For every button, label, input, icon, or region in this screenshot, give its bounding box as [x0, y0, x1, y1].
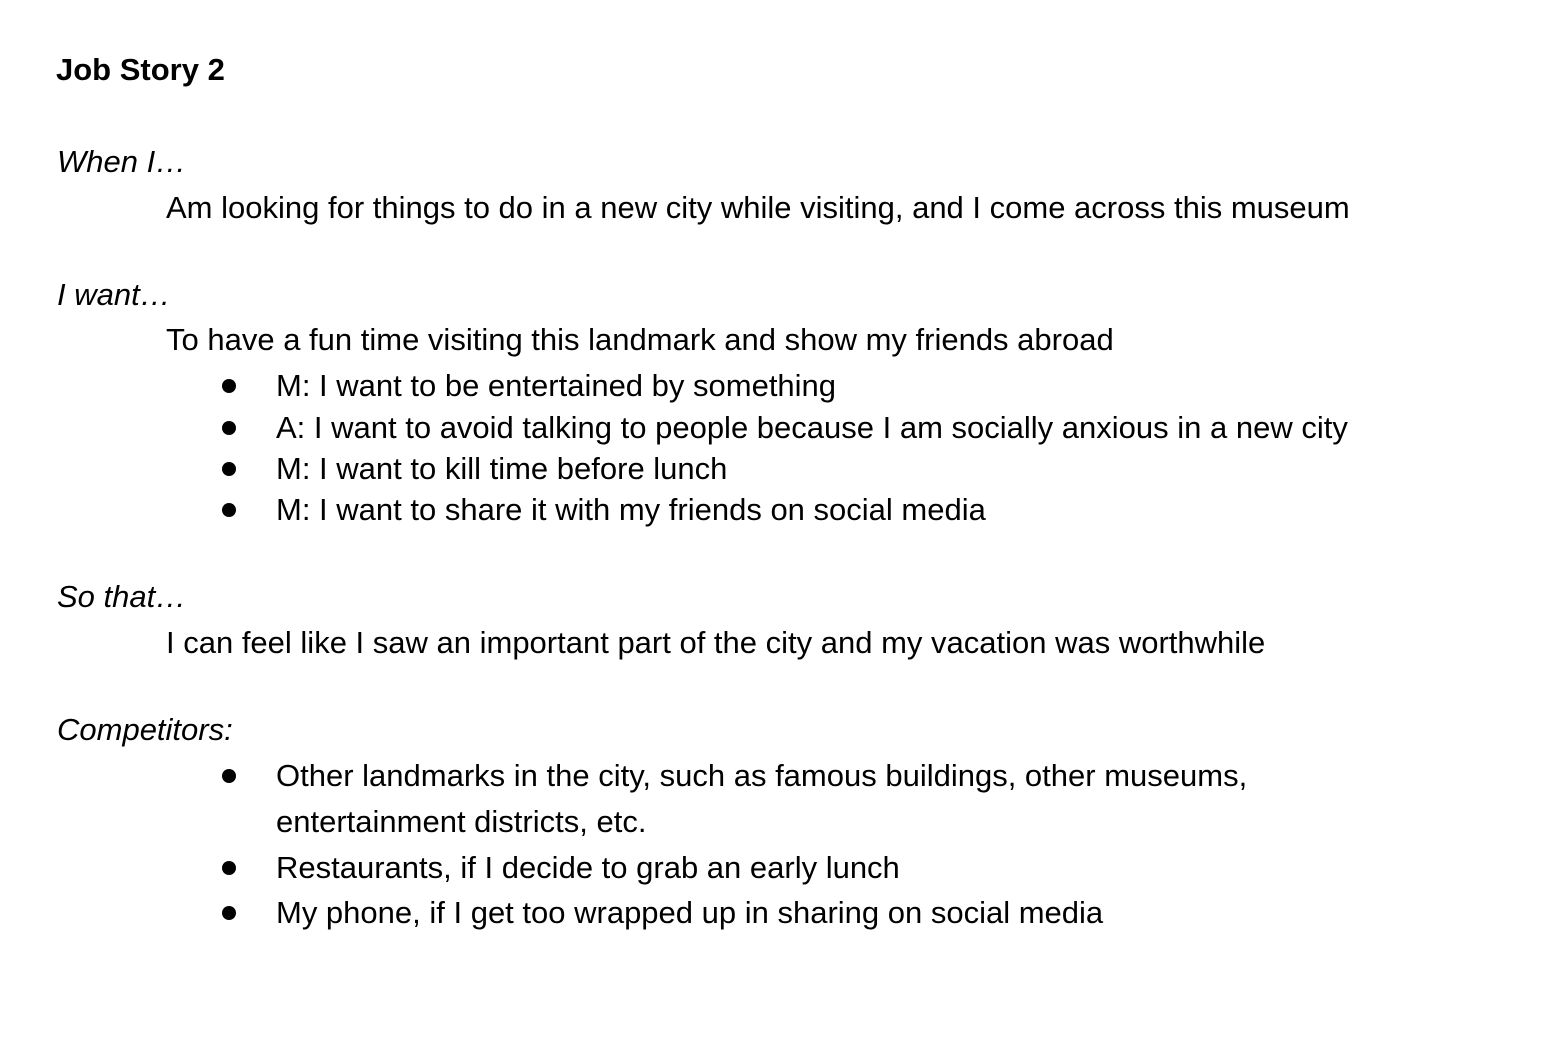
list-item-text: Other landmarks in the city, such as famous buildings, other museums,: [276, 758, 1248, 793]
so-that-label: So that…: [57, 579, 187, 614]
list-item: [0, 895, 1542, 931]
want-label: I want…: [57, 277, 171, 312]
bullet-icon: [222, 462, 236, 476]
document-title: Job Story 2: [56, 52, 225, 87]
bullet-icon: [222, 503, 236, 517]
competitors-label: Competitors:: [57, 712, 233, 747]
list-item-text: M: I want to be entertained by something: [276, 368, 837, 403]
bullet-icon: [222, 379, 236, 393]
when-label: When I…: [57, 144, 187, 179]
when-text: Am looking for things to do in a new city while visiting, and I come across this museum: [166, 190, 1350, 225]
list-item-text-continuation: entertainment districts, etc.: [276, 804, 647, 839]
list-item: [0, 451, 1542, 487]
list-item: [0, 850, 1542, 886]
want-text: To have a fun time visiting this landmark and show my friends abroad: [166, 322, 1114, 357]
bullet-icon: [222, 769, 236, 783]
list-item: [0, 368, 1542, 404]
list-item: [0, 410, 1542, 446]
list-item-text: M: I want to share it with my friends on social media: [276, 492, 986, 527]
bullet-icon: [222, 906, 236, 920]
bullet-icon: [222, 421, 236, 435]
list-item-text: M: I want to kill time before lunch: [276, 451, 728, 486]
bullet-icon: [222, 861, 236, 875]
list-item-text: Restaurants, if I decide to grab an early lunch: [276, 850, 900, 885]
list-item-text: My phone, if I get too wrapped up in sharing on social media: [276, 895, 1104, 930]
list-item-text: A: I want to avoid talking to people because I am socially anxious in a new city: [276, 410, 1348, 445]
list-item: [0, 492, 1542, 528]
so-that-text: I can feel like I saw an important part of the city and my vacation was worthwhile: [166, 625, 1266, 660]
list-item: [0, 758, 1542, 840]
